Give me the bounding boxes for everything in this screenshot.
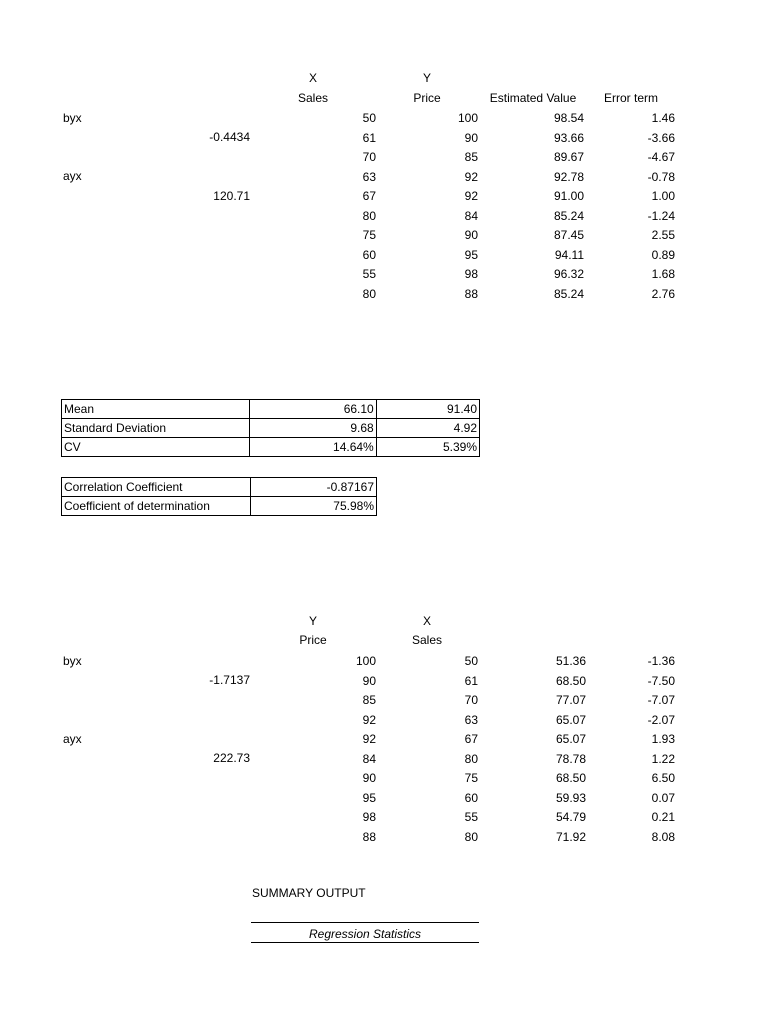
- reg1-estimated-cell: 89.67: [553, 150, 584, 164]
- stat-sales-cell: 9.68: [250, 419, 376, 438]
- reg2-estimated-cell: 51.36: [555, 654, 586, 668]
- reg1-estimated-cell: 91.00: [553, 189, 584, 203]
- reg2-estimated-cell: 71.92: [555, 829, 586, 844]
- reg2-estimated-cell: 68.50: [555, 673, 586, 688]
- stat-sales-cell: 66.10: [250, 400, 376, 419]
- reg1-estimated-cell: 85.24: [553, 208, 584, 223]
- correlation-table: [61, 477, 377, 516]
- reg2-price-cell: 92: [362, 732, 376, 746]
- reg1-sales-cell: 67: [362, 189, 376, 203]
- reg2-error-cell: 0.21: [651, 810, 675, 824]
- reg2-sales-cell: 75: [464, 771, 478, 785]
- reg1-price-cell: 90: [464, 130, 478, 145]
- reg2-estimated-cell: 59.93: [555, 790, 586, 805]
- reg2-price-cell: 90: [362, 771, 376, 785]
- reg1-price-cell: 92: [464, 169, 478, 184]
- reg1-err-header: Error term: [604, 91, 658, 105]
- descriptive-stats-table: [61, 399, 480, 457]
- corr-label-cell: Coefficient of determination: [62, 497, 251, 516]
- stat-row: [62, 419, 480, 438]
- reg1-price-cell: 85: [464, 150, 478, 164]
- reg2-price-cell: 98: [362, 810, 376, 824]
- reg1-price-cell: 90: [464, 228, 478, 242]
- reg1-price-cell: 88: [464, 286, 478, 301]
- reg1-error-cell: -3.66: [647, 130, 675, 145]
- reg1-ayx-label: ayx: [63, 169, 82, 183]
- reg1-sales-cell: 50: [362, 111, 376, 125]
- corr-value-cell: -0.87167: [250, 478, 376, 497]
- reg1-sales-cell: 80: [362, 208, 376, 223]
- corr-row: [62, 478, 377, 497]
- summary-bottom-rule: [251, 942, 479, 943]
- reg1-estimated-cell: 93.66: [553, 130, 584, 145]
- reg2-price-cell: 88: [362, 829, 376, 844]
- reg2-sales-cell: 67: [464, 732, 478, 746]
- reg1-price-cell: 95: [464, 247, 478, 262]
- reg2-ayx-value: 222.73: [213, 751, 250, 765]
- reg1-sales-cell: 75: [362, 228, 376, 242]
- reg2-estimated-cell: 68.50: [555, 771, 586, 785]
- summary-output-title: SUMMARY OUTPUT: [252, 886, 366, 900]
- corr-label-cell: Correlation Coefficient: [62, 478, 251, 497]
- reg2-estimated-cell: 54.79: [555, 810, 586, 824]
- reg2-sales-cell: 80: [464, 751, 478, 766]
- stat-price-cell: 5.39%: [376, 438, 479, 457]
- regression-statistics-heading: Regression Statistics: [308, 927, 422, 941]
- reg1-sales-cell: 60: [362, 247, 376, 262]
- reg1-price-cell: 100: [457, 111, 478, 125]
- reg2-x-name: Sales: [411, 633, 443, 647]
- reg1-error-cell: 1.46: [651, 111, 675, 125]
- reg1-sales-cell: 55: [362, 267, 376, 281]
- reg1-error-cell: -1.24: [647, 208, 675, 223]
- reg1-sales-cell: 80: [362, 286, 376, 301]
- reg1-price-cell: 98: [464, 267, 478, 281]
- stat-price-cell: 4.92: [376, 419, 479, 438]
- reg2-error-cell: -7.07: [647, 693, 675, 707]
- reg1-error-cell: 1.68: [651, 267, 675, 281]
- stat-price-cell: 91.40: [376, 400, 479, 419]
- reg1-error-cell: 2.76: [651, 286, 675, 301]
- reg2-price-cell: 85: [362, 693, 376, 707]
- reg2-sales-cell: 55: [464, 810, 478, 824]
- stat-sales-cell: 14.64%: [250, 438, 376, 457]
- reg2-byx-label: byx: [63, 654, 82, 668]
- reg2-error-cell: 1.93: [651, 732, 675, 746]
- reg1-sales-cell: 61: [362, 130, 376, 145]
- reg1-y-letter: Y: [422, 71, 432, 85]
- reg1-error-cell: 1.00: [651, 189, 675, 203]
- stat-label-cell: CV: [62, 438, 250, 457]
- reg1-error-cell: 0.89: [651, 247, 675, 262]
- reg2-error-cell: -1.36: [647, 654, 675, 668]
- reg2-price-cell: 95: [362, 790, 376, 805]
- reg2-byx-value: -1.7137: [209, 673, 250, 687]
- reg1-y-name: Price: [413, 91, 441, 105]
- reg2-error-cell: 8.08: [651, 829, 675, 844]
- reg1-price-cell: 92: [464, 189, 478, 203]
- reg1-error-cell: 2.55: [651, 228, 675, 242]
- reg2-error-cell: 1.22: [651, 751, 675, 766]
- corr-row: [62, 497, 377, 516]
- reg2-price-cell: 84: [362, 751, 376, 766]
- reg2-error-cell: -2.07: [647, 712, 675, 727]
- reg1-ayx-value: 120.71: [213, 189, 250, 203]
- reg2-estimated-cell: 65.07: [555, 712, 586, 727]
- reg2-error-cell: 6.50: [651, 771, 675, 785]
- reg1-estimated-cell: 85.24: [553, 286, 584, 301]
- stat-label-cell: Standard Deviation: [62, 419, 250, 438]
- reg2-price-cell: 90: [362, 673, 376, 688]
- reg1-error-cell: -0.78: [647, 169, 675, 184]
- stat-row: [62, 400, 480, 419]
- reg2-x-letter: X: [422, 614, 432, 628]
- reg1-estimated-cell: 87.45: [553, 228, 584, 242]
- reg1-est-header: Estimated Value: [489, 91, 577, 105]
- reg2-error-cell: -7.50: [647, 673, 675, 688]
- reg1-sales-cell: 63: [362, 169, 376, 184]
- reg2-y-name: Price: [299, 633, 327, 647]
- reg2-ayx-label: ayx: [63, 732, 82, 746]
- reg1-estimated-cell: 96.32: [553, 267, 584, 281]
- summary-top-rule: [251, 922, 479, 923]
- reg2-error-cell: 0.07: [651, 790, 675, 805]
- reg2-sales-cell: 70: [464, 693, 478, 707]
- reg1-error-cell: -4.67: [647, 150, 675, 164]
- reg1-price-cell: 84: [464, 208, 478, 223]
- reg2-estimated-cell: 77.07: [555, 693, 586, 707]
- reg1-byx-value: -0.4434: [209, 130, 250, 144]
- reg1-estimated-cell: 92.78: [553, 169, 584, 184]
- reg2-sales-cell: 80: [464, 829, 478, 844]
- reg2-sales-cell: 50: [464, 654, 478, 668]
- reg1-estimated-cell: 94.11: [554, 247, 584, 262]
- reg1-sales-cell: 70: [362, 150, 376, 164]
- reg2-estimated-cell: 78.78: [555, 751, 586, 766]
- stat-row: [62, 438, 480, 457]
- reg2-estimated-cell: 65.07: [555, 732, 586, 746]
- reg2-price-cell: 100: [355, 654, 376, 668]
- stat-label-cell: Mean: [62, 400, 250, 419]
- reg2-sales-cell: 60: [464, 790, 478, 805]
- corr-value-cell: 75.98%: [250, 497, 376, 516]
- reg2-sales-cell: 61: [464, 673, 478, 688]
- reg1-x-name: Sales: [297, 91, 329, 105]
- reg1-x-letter: X: [308, 71, 318, 85]
- reg2-y-letter: Y: [308, 614, 318, 628]
- reg2-price-cell: 92: [362, 712, 376, 727]
- reg1-estimated-cell: 98.54: [553, 111, 584, 125]
- reg1-byx-label: byx: [63, 111, 82, 125]
- reg2-sales-cell: 63: [464, 712, 478, 727]
